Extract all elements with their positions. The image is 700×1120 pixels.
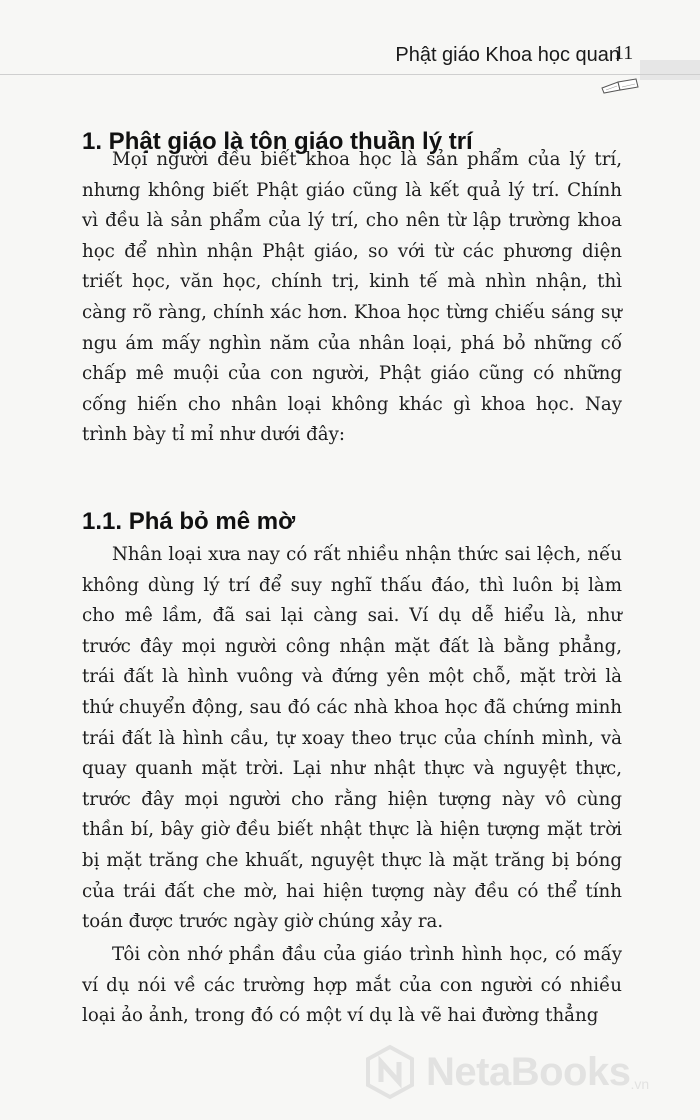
page-number: 11 [614, 42, 634, 64]
section-1-1-paragraph-2: Tôi còn nhớ phần đầu của giáo trình hình học, có mấy ví dụ nói về các trường hợp mắt của con người có nhiều loại ảo ảnh, trong đó có một ví dụ là vẽ hai đường thẳng [82, 944, 622, 1027]
netabooks-watermark [362, 1044, 649, 1100]
netabooks-logo-icon [362, 1044, 418, 1100]
running-header-title: Phật giáo Khoa học quan [395, 44, 620, 66]
open-book-icon [600, 76, 640, 94]
section-heading-1-1: 1.1. Phá bỏ mê mờ [82, 508, 296, 535]
header-rule [0, 74, 700, 75]
watermark-brand: NetaBooks [426, 1049, 631, 1094]
section-heading-1: 1. Phật giáo là tôn giáo thuần lý trí [82, 128, 473, 155]
page-edge-tab [640, 60, 700, 80]
section-1-1-paragraph: Nhân loại xưa nay có rất nhiều nhận thức sai lệch, nếu không dùng lý trí để suy nghĩ thấu đáo, thì luôn bị làm cho mê lầm, đã sai lại càng sai. Ví dụ dễ hiểu là, như trước đây mọi người công nhận mặt đất là bằng phẳng, trái đất là hình vuông và đứng yên một chỗ, mặt trời là thứ chuyển động, sau đó các nhà khoa học đã chứng minh trái đất là hình cầu, tự xoay theo trục của chính mình, và quay quanh mặt trời. Lại như nhật thực và nguyệt thực, trước đây mọi người cho rằng hiện tượng này vô cùng thần bí, bây giờ đều biết nhật thực là hiện tượng mặt trời bị mặt trăng che khuất, nguyệt thực là mặt trăng bị bóng của trái đất che mờ, hai hiện tượng này đều có thể tính toán được trước ngày giờ chúng xảy ra. [82, 544, 622, 933]
section-1-paragraph: Mọi người đều biết khoa học là sản phẩm của lý trí, nhưng không biết Phật giáo cũng là kết quả lý trí. Chính vì đều là sản phẩm của lý trí, cho nên từ lập trường khoa học để nhìn nhận Phật giáo, so với từ các phương diện triết học, văn học, chính trị, kinh tế mà nhìn nhận, thì càng rõ ràng, chính xác hơn. Khoa học từng chiếu sáng sự ngu ám mấy nghìn năm của nhân loại, phá bỏ những cố chấp mê muội của con người, Phật giáo cũng có những cống hiến cho nhân loại không khác gì khoa học. Nay trình bày tỉ mỉ như dưới đây: [82, 149, 622, 446]
watermark-suffix: .vn [630, 1076, 650, 1092]
